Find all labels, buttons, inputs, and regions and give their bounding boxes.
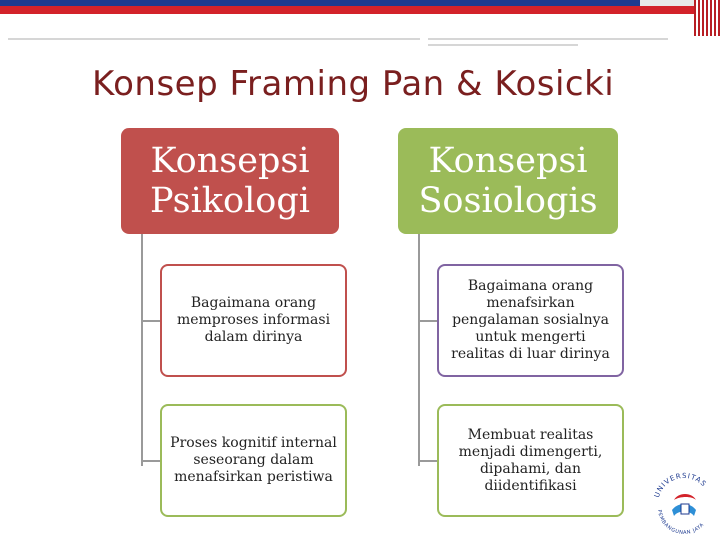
connector-left-branch-1 (142, 320, 162, 322)
corner-stripes (694, 0, 720, 36)
university-logo-icon (648, 460, 720, 540)
divider-line-short (428, 44, 578, 46)
connector-right-branch-1 (419, 320, 439, 322)
top-red-stripe (0, 6, 694, 14)
divider-line-left (8, 38, 420, 40)
connector-left-branch-2 (142, 460, 162, 462)
connector-left (141, 234, 143, 466)
divider-line-right (428, 38, 668, 40)
connector-right-branch-2 (419, 460, 439, 462)
logo-text-top: UNIVERSITAS (652, 471, 709, 499)
card-psikologi-1: Bagaimana orang memproses informasi dalam dirinya (160, 264, 347, 377)
header-konsepsi-sosiologis: Konsepsi Sosiologis (398, 128, 618, 234)
header-konsepsi-psikologi: Konsepsi Psikologi (121, 128, 339, 234)
slide-title: Konsep Framing Pan & Kosicki (92, 64, 615, 104)
card-psikologi-2: Proses kognitif internal seseorang dalam menafsirkan peristiwa (160, 404, 347, 517)
card-sosiologis-1: Bagaimana orang menafsirkan pengalaman sosialnya untuk mengerti realitas di luar dirinya (437, 264, 624, 377)
connector-right (418, 234, 420, 466)
card-sosiologis-2: Membuat realitas menjadi dimengerti, dipahami, dan diidentifikasi (437, 404, 624, 517)
logo-text-bottom: PEMBANGUNAN JAYA (656, 509, 706, 537)
top-accent-bar (0, 0, 720, 14)
